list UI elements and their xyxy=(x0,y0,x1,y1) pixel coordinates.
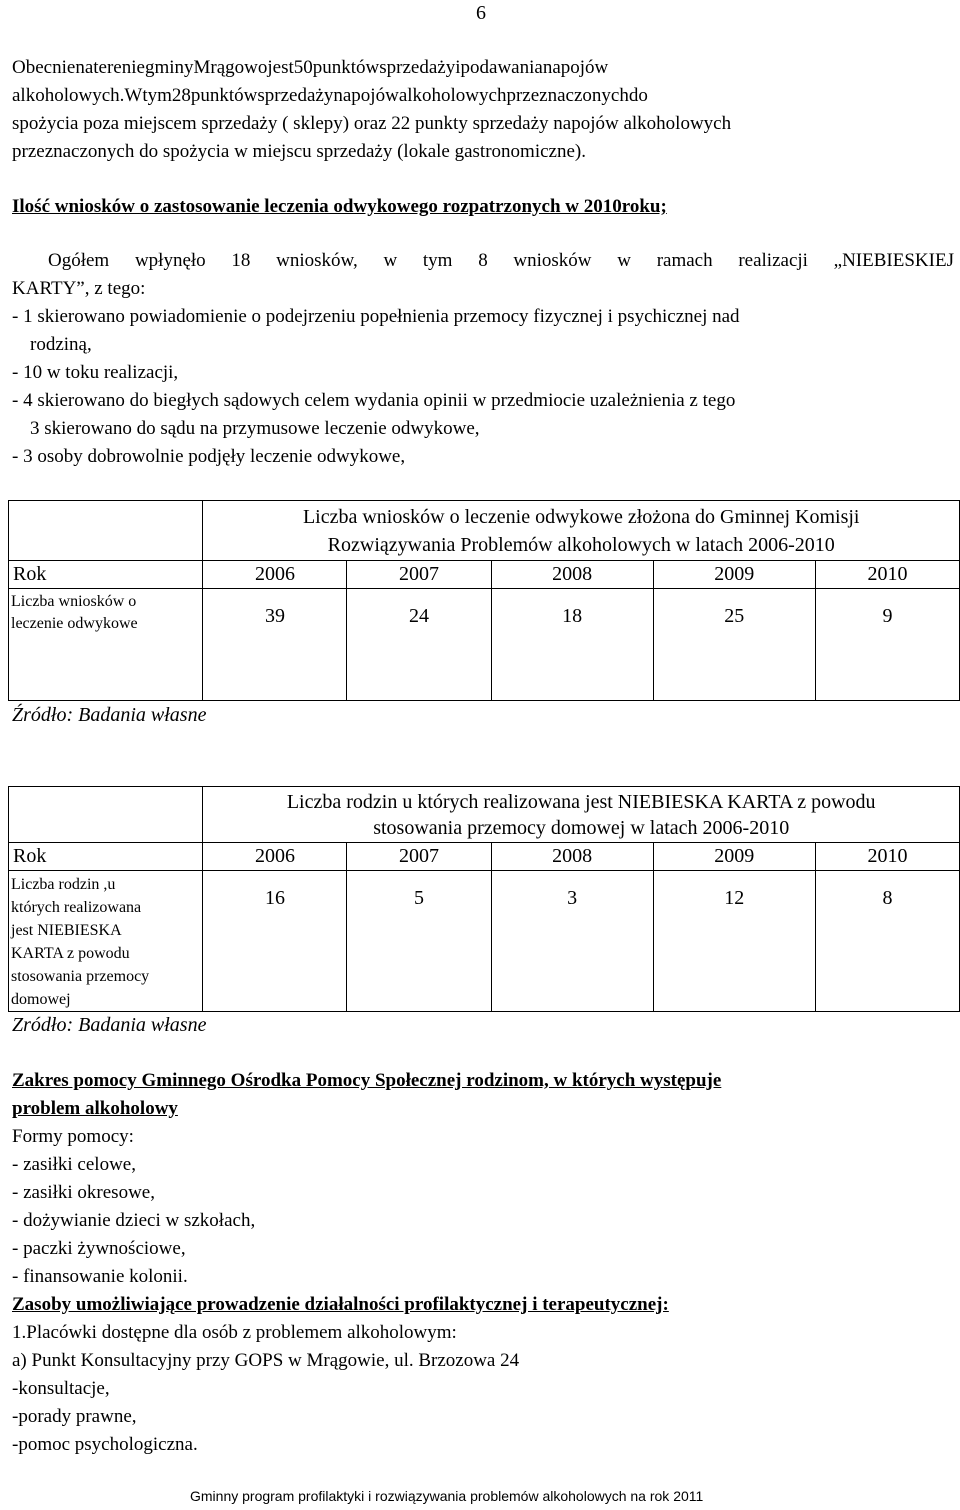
intro-word: Obecnie xyxy=(12,57,76,78)
row-label-values xyxy=(9,871,203,1012)
table-source-note: Zródło: Badania własne xyxy=(12,1014,210,1037)
section-heading-gops-help-line-2: problem alkoholowy xyxy=(12,1098,178,1119)
summary-word: „NIEBIESKIEJ xyxy=(833,250,954,271)
summary-word: wniosków, xyxy=(276,250,358,271)
section-heading-treatment-requests: Ilość wniosków o zastosowanie leczenia odwykowego rozpatrzonych w 2010roku; xyxy=(12,196,667,217)
list-item: - 10 w toku realizacji, xyxy=(12,362,179,383)
resource-line: -konsultacje, xyxy=(12,1378,110,1399)
value-cell: 16 xyxy=(203,871,347,1012)
list-item: - 1 skierowano powiadomienie o podejrzeniu popełnienia przemocy fizycznej i psychicznej nad xyxy=(12,306,740,327)
intro-word: przeznaczonych xyxy=(506,85,629,106)
summary-word: wniosków xyxy=(513,250,592,271)
intro-word: punktów xyxy=(312,57,380,78)
value-cell: 12 xyxy=(653,871,815,1012)
list-item: - 3 osoby dobrowolnie podjęły leczenie odwykowe, xyxy=(12,446,406,467)
row-label-line: Liczba wniosków o xyxy=(11,593,137,610)
row-label-line: stosowania przemocy xyxy=(11,968,150,985)
intro-word: sprzedaży xyxy=(379,57,456,78)
year-cell: 2010 xyxy=(815,561,959,589)
year-cell: 2007 xyxy=(347,843,491,871)
summary-line-2: KARTY”, z tego: xyxy=(12,278,146,299)
value-cell: 25 xyxy=(653,589,815,701)
intro-word: do xyxy=(628,85,648,106)
value-cell: 3 xyxy=(491,871,653,1012)
row-label-line: jest NIEBIESKA xyxy=(11,922,122,939)
summary-line xyxy=(48,250,954,272)
intro-word: Mrągowo xyxy=(193,57,268,78)
list-item-continuation: 3 skierowano do sądu na przymusowe leczenie odwykowe, xyxy=(30,418,480,439)
list-item: - dożywianie dzieci w szkołach, xyxy=(12,1210,256,1231)
intro-line-2 xyxy=(12,82,954,110)
list-item: - zasiłki celowe, xyxy=(12,1154,136,1175)
row-label-line: których realizowana xyxy=(11,899,142,916)
value-cell: 24 xyxy=(347,589,491,701)
section-heading-gops-help: Zakres pomocy Gminnego Ośrodka Pomocy Społecznej rodzinom, w których występuje xyxy=(12,1070,722,1091)
value-cell: 18 xyxy=(491,589,653,701)
blue-card-families-table xyxy=(8,786,960,1012)
intro-word: sprzedaży xyxy=(257,85,334,106)
intro-line-3: spożycia poza miejscem sprzedaży ( sklepy) oraz 22 punkty sprzedaży napojów alkoholowych xyxy=(12,113,732,134)
intro-word: 50 xyxy=(293,57,313,78)
row-label-line: KARTA z powodu xyxy=(11,945,130,962)
intro-word: tym xyxy=(142,85,172,106)
year-cell: 2009 xyxy=(653,843,815,871)
value-cell: 5 xyxy=(347,871,491,1012)
intro-word: terenie xyxy=(93,57,145,78)
summary-word: w xyxy=(383,250,398,271)
summary-word: 18 xyxy=(231,250,251,271)
value-cell: 39 xyxy=(203,589,347,701)
forms-label: Formy pomocy: xyxy=(12,1126,134,1147)
table-title-line-1: Liczba wniosków o leczenie odwykowe złożona do Gminnej Komisji xyxy=(302,505,860,528)
section-heading-resources: Zasoby umożliwiające prowadzenie działalności profilaktycznej i terapeutycznej: xyxy=(12,1294,669,1315)
list-item: - paczki żywnościowe, xyxy=(12,1238,186,1259)
intro-word: gminy xyxy=(144,57,194,78)
intro-word: alkoholowych xyxy=(398,85,507,106)
intro-word: napojów xyxy=(333,85,399,106)
table-title-line-2: stosowania przemocy domowej w latach 2006-2010 xyxy=(373,816,790,839)
summary-word: realizacji xyxy=(738,250,808,271)
table-empty-cell xyxy=(9,501,203,561)
intro-word: napojów xyxy=(542,57,609,78)
intro-word: alkoholowych. xyxy=(12,85,125,106)
value-cell: 9 xyxy=(815,589,959,701)
year-cell: 2006 xyxy=(203,843,347,871)
intro-word: i xyxy=(455,57,461,78)
list-item: - finansowanie kolonii. xyxy=(12,1266,188,1287)
value-cell: 8 xyxy=(815,871,959,1012)
intro-paragraph xyxy=(12,54,954,166)
treatment-requests-table xyxy=(8,500,960,701)
list-item: - 4 skierowano do biegłych sądowych celem wydania opinii w przedmiocie uzależnienia z tego xyxy=(12,390,736,411)
summary-line-1 xyxy=(48,250,954,272)
intro-word: podawania xyxy=(460,57,543,78)
summary-word: tym xyxy=(422,250,453,271)
table-title xyxy=(203,787,960,843)
row-label-line: Liczba rodzin ,u xyxy=(11,876,116,893)
summary-word: 8 xyxy=(478,250,488,271)
row-label-year: Rok xyxy=(9,843,203,871)
intro-word: 28 xyxy=(171,85,191,106)
year-cell: 2010 xyxy=(815,843,959,871)
resource-line: a) Punkt Konsultacyjny przy GOPS w Mrągowie, ul. Brzozowa 24 xyxy=(12,1350,520,1371)
intro-word: W xyxy=(124,85,143,106)
page-footer: Gminny program profilaktyki i rozwiązywania problemów alkoholowych na rok 2011 xyxy=(190,1488,704,1504)
table-title-line-1: Liczba rodzin u których realizowana jest NIEBIESKA KARTA z powodu xyxy=(286,790,876,813)
intro-line-4: przeznaczonych do spożycia w miejscu sprzedaży (lokale gastronomiczne). xyxy=(12,141,586,162)
year-cell: 2007 xyxy=(347,561,491,589)
intro-line-1 xyxy=(12,54,954,82)
intro-word: na xyxy=(75,57,94,78)
row-label-year: Rok xyxy=(9,561,203,589)
year-cell: 2006 xyxy=(203,561,347,589)
summary-word: w xyxy=(617,250,631,271)
year-cell: 2008 xyxy=(491,561,653,589)
row-label-line: domowej xyxy=(11,991,71,1008)
page-number: 6 xyxy=(476,2,486,24)
table-title xyxy=(203,501,960,561)
row-label-values xyxy=(9,589,203,701)
intro-word: punktów xyxy=(190,85,258,106)
summary-word: Ogółem xyxy=(48,250,110,271)
year-cell: 2009 xyxy=(653,561,815,589)
list-item-continuation: rodziną, xyxy=(30,334,92,355)
row-label-line: leczenie odwykowe xyxy=(11,615,138,632)
summary-word: wpłynęło xyxy=(134,250,206,271)
resource-line: -porady prawne, xyxy=(12,1406,137,1427)
table-source-note: Źródło: Badania własne xyxy=(12,704,207,726)
year-cell: 2008 xyxy=(491,843,653,871)
resource-line: -pomoc psychologiczna. xyxy=(12,1434,198,1455)
resource-line: 1.Placówki dostępne dla osób z problemem alkoholowym: xyxy=(12,1322,457,1343)
intro-word: jest xyxy=(267,57,294,78)
table-empty-cell xyxy=(9,787,203,843)
list-item: - zasiłki okresowe, xyxy=(12,1182,155,1203)
table-title-line-2: Rozwiązywania Problemów alkoholowych w latach 2006-2010 xyxy=(327,533,835,556)
summary-word: ramach xyxy=(656,250,713,271)
